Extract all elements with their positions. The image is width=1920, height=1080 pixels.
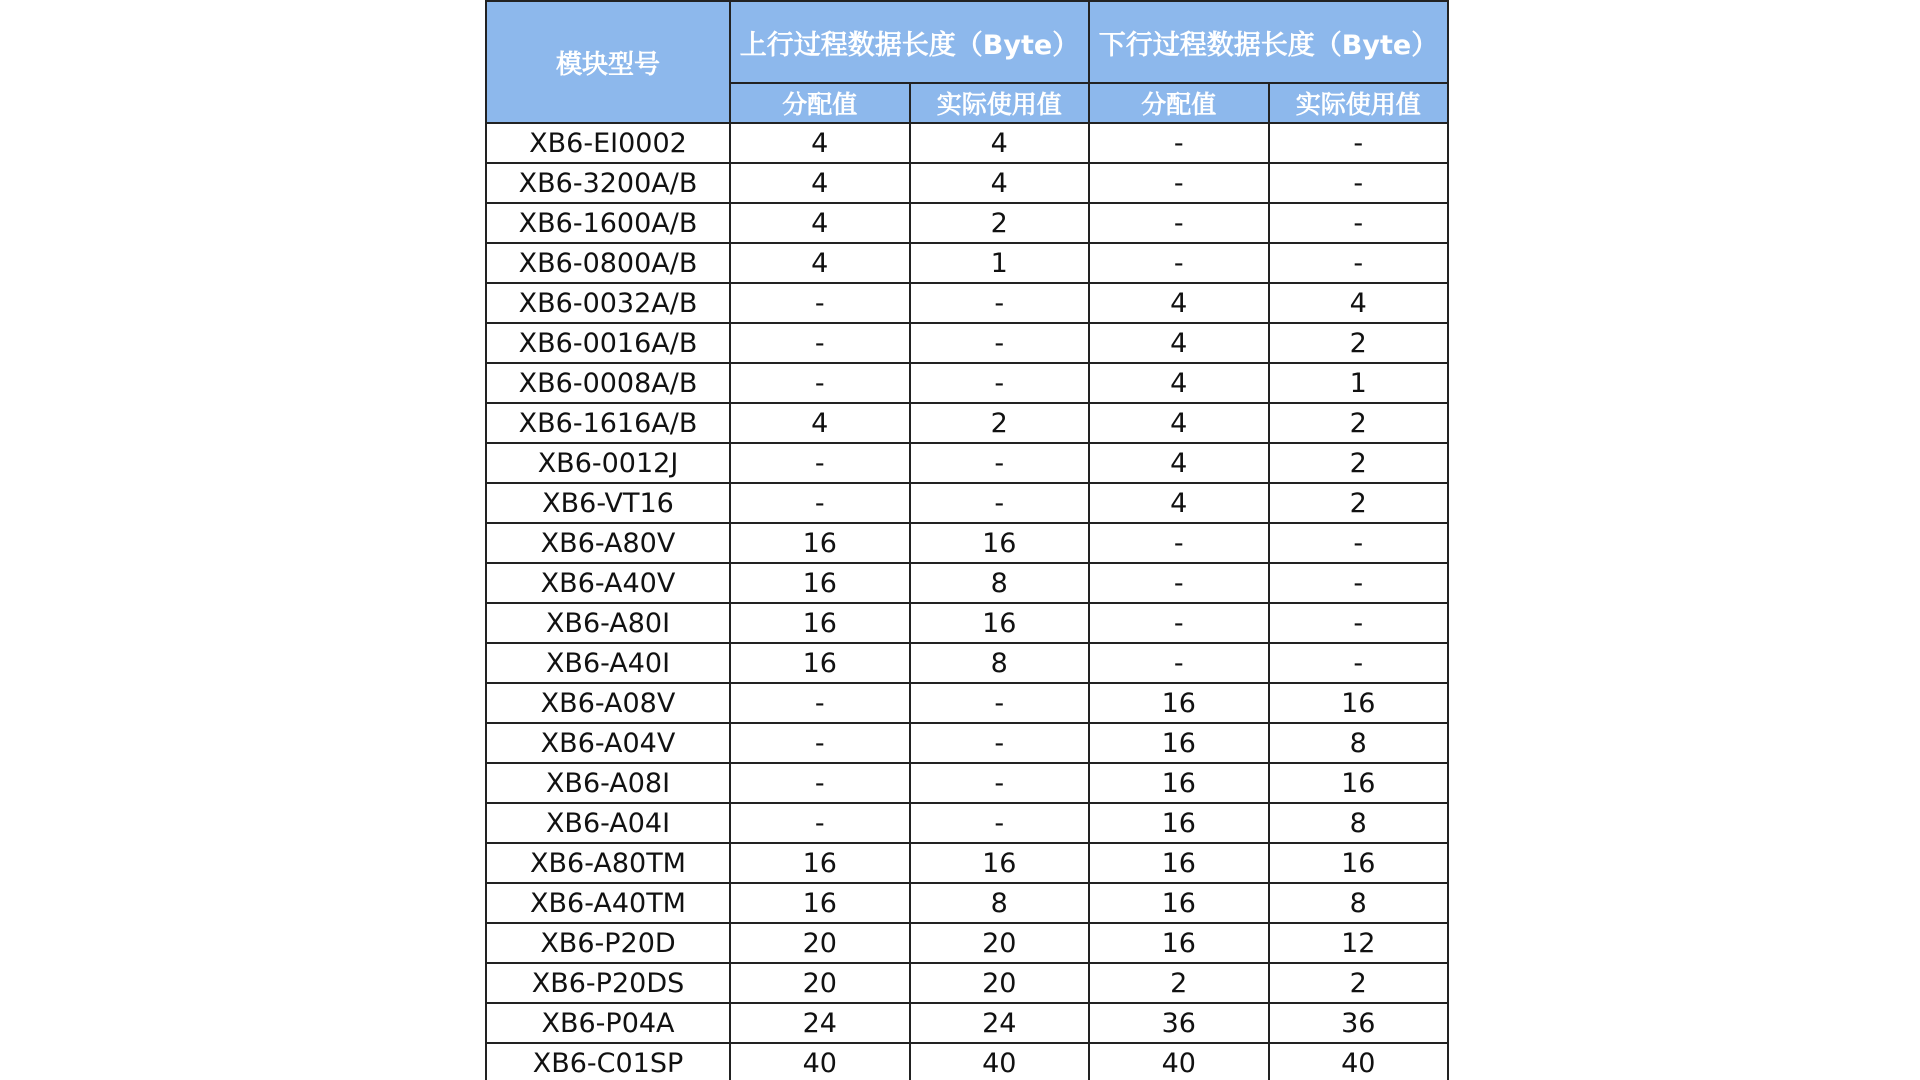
cell-upstream-allocated: 4: [730, 163, 910, 203]
cell-downstream-actual: 2: [1269, 323, 1449, 363]
cell-upstream-allocated: -: [730, 363, 910, 403]
table-row: [486, 843, 1448, 883]
cell-model: XB6-C01SP: [486, 1043, 730, 1080]
cell-downstream-actual: 4: [1269, 283, 1449, 323]
cell-upstream-allocated: 4: [730, 243, 910, 283]
cell-model: XB6-A80TM: [486, 843, 730, 883]
cell-model: XB6-P20DS: [486, 963, 730, 1003]
cell-upstream-allocated: 20: [730, 963, 910, 1003]
cell-upstream-actual: 16: [910, 523, 1090, 563]
cell-downstream-allocated: -: [1089, 203, 1269, 243]
cell-downstream-actual: -: [1269, 163, 1449, 203]
cell-upstream-allocated: -: [730, 803, 910, 843]
cell-upstream-allocated: 20: [730, 923, 910, 963]
cell-downstream-allocated: -: [1089, 163, 1269, 203]
cell-upstream-actual: -: [910, 443, 1090, 483]
cell-upstream-allocated: -: [730, 683, 910, 723]
cell-downstream-allocated: 16: [1089, 923, 1269, 963]
cell-downstream-allocated: 36: [1089, 1003, 1269, 1043]
cell-downstream-allocated: 16: [1089, 883, 1269, 923]
cell-model: XB6-0800A/B: [486, 243, 730, 283]
header-downstream-actual: 实际使用值: [1269, 83, 1449, 123]
cell-downstream-allocated: -: [1089, 523, 1269, 563]
table-row: [486, 883, 1448, 923]
cell-downstream-actual: 2: [1269, 443, 1449, 483]
cell-downstream-actual: -: [1269, 643, 1449, 683]
process-data-length-table: [485, 0, 1449, 1080]
cell-downstream-allocated: 4: [1089, 283, 1269, 323]
cell-downstream-actual: -: [1269, 603, 1449, 643]
cell-downstream-actual: 12: [1269, 923, 1449, 963]
cell-downstream-allocated: -: [1089, 563, 1269, 603]
cell-upstream-actual: 8: [910, 643, 1090, 683]
cell-upstream-actual: 16: [910, 843, 1090, 883]
table-body: [486, 123, 1448, 1080]
table-header: [486, 1, 1448, 123]
header-downstream-allocated: 分配值: [1089, 83, 1269, 123]
cell-downstream-actual: 16: [1269, 763, 1449, 803]
table-row: [486, 563, 1448, 603]
cell-downstream-actual: 8: [1269, 803, 1449, 843]
header-upstream-actual: 实际使用值: [910, 83, 1090, 123]
cell-upstream-actual: -: [910, 763, 1090, 803]
cell-upstream-allocated: -: [730, 483, 910, 523]
cell-downstream-actual: 2: [1269, 483, 1449, 523]
table-row: [486, 603, 1448, 643]
cell-upstream-actual: 8: [910, 563, 1090, 603]
cell-upstream-allocated: 4: [730, 123, 910, 163]
cell-downstream-actual: 8: [1269, 723, 1449, 763]
cell-upstream-actual: 4: [910, 123, 1090, 163]
cell-upstream-allocated: 16: [730, 843, 910, 883]
cell-upstream-actual: 20: [910, 923, 1090, 963]
table-row: [486, 203, 1448, 243]
cell-model: XB6-A40V: [486, 563, 730, 603]
cell-upstream-actual: 2: [910, 403, 1090, 443]
cell-downstream-actual: -: [1269, 243, 1449, 283]
cell-downstream-allocated: 16: [1089, 723, 1269, 763]
table-row: [486, 1003, 1448, 1043]
header-upstream-length: 上行过程数据长度（Byte）: [730, 1, 1089, 83]
cell-upstream-allocated: -: [730, 763, 910, 803]
cell-downstream-allocated: 2: [1089, 963, 1269, 1003]
table-row: [486, 643, 1448, 683]
cell-model: XB6-A04I: [486, 803, 730, 843]
cell-model: XB6-A80I: [486, 603, 730, 643]
table-row: [486, 803, 1448, 843]
cell-upstream-actual: 20: [910, 963, 1090, 1003]
table-row: [486, 443, 1448, 483]
cell-upstream-actual: -: [910, 683, 1090, 723]
table-row: [486, 723, 1448, 763]
cell-upstream-actual: -: [910, 723, 1090, 763]
cell-downstream-actual: 2: [1269, 963, 1449, 1003]
cell-upstream-allocated: 24: [730, 1003, 910, 1043]
cell-downstream-allocated: 16: [1089, 803, 1269, 843]
cell-downstream-allocated: 4: [1089, 323, 1269, 363]
cell-downstream-actual: 40: [1269, 1043, 1449, 1080]
table-row: [486, 763, 1448, 803]
table-row: [486, 363, 1448, 403]
cell-upstream-allocated: 16: [730, 603, 910, 643]
cell-upstream-actual: -: [910, 323, 1090, 363]
table-row: [486, 283, 1448, 323]
cell-downstream-allocated: -: [1089, 643, 1269, 683]
cell-upstream-actual: -: [910, 283, 1090, 323]
table-row: [486, 963, 1448, 1003]
cell-model: XB6-0008A/B: [486, 363, 730, 403]
cell-model: XB6-A40TM: [486, 883, 730, 923]
table-row: [486, 123, 1448, 163]
cell-upstream-allocated: -: [730, 323, 910, 363]
cell-downstream-allocated: 4: [1089, 483, 1269, 523]
cell-downstream-allocated: 4: [1089, 403, 1269, 443]
cell-upstream-actual: 40: [910, 1043, 1090, 1080]
cell-downstream-actual: 8: [1269, 883, 1449, 923]
cell-downstream-allocated: 40: [1089, 1043, 1269, 1080]
cell-upstream-actual: 8: [910, 883, 1090, 923]
cell-model: XB6-A08V: [486, 683, 730, 723]
cell-upstream-allocated: -: [730, 443, 910, 483]
cell-upstream-allocated: 40: [730, 1043, 910, 1080]
cell-upstream-actual: 24: [910, 1003, 1090, 1043]
cell-model: XB6-EI0002: [486, 123, 730, 163]
cell-downstream-actual: 16: [1269, 683, 1449, 723]
cell-model: XB6-1616A/B: [486, 403, 730, 443]
cell-downstream-allocated: 16: [1089, 763, 1269, 803]
cell-upstream-allocated: -: [730, 723, 910, 763]
cell-upstream-allocated: 16: [730, 643, 910, 683]
cell-downstream-actual: -: [1269, 563, 1449, 603]
cell-downstream-actual: -: [1269, 523, 1449, 563]
table-row: [486, 923, 1448, 963]
cell-downstream-actual: 36: [1269, 1003, 1449, 1043]
cell-downstream-actual: -: [1269, 123, 1449, 163]
table-row: [486, 243, 1448, 283]
cell-model: XB6-1600A/B: [486, 203, 730, 243]
cell-upstream-allocated: 16: [730, 883, 910, 923]
table-row: [486, 683, 1448, 723]
cell-model: XB6-0016A/B: [486, 323, 730, 363]
header-model: 模块型号: [486, 1, 730, 123]
table-row: [486, 483, 1448, 523]
process-data-table-container: [485, 0, 1447, 1080]
cell-downstream-actual: 16: [1269, 843, 1449, 883]
cell-model: XB6-0032A/B: [486, 283, 730, 323]
cell-downstream-actual: 1: [1269, 363, 1449, 403]
cell-model: XB6-A80V: [486, 523, 730, 563]
table-row: [486, 523, 1448, 563]
cell-model: XB6-A40I: [486, 643, 730, 683]
cell-upstream-allocated: 16: [730, 563, 910, 603]
table-row: [486, 403, 1448, 443]
cell-downstream-allocated: -: [1089, 123, 1269, 163]
cell-downstream-allocated: 16: [1089, 683, 1269, 723]
cell-upstream-actual: 4: [910, 163, 1090, 203]
cell-model: XB6-P20D: [486, 923, 730, 963]
cell-model: XB6-A04V: [486, 723, 730, 763]
cell-downstream-actual: -: [1269, 203, 1449, 243]
header-downstream-length: 下行过程数据长度（Byte）: [1089, 1, 1448, 83]
cell-upstream-allocated: 4: [730, 203, 910, 243]
cell-model: XB6-0012J: [486, 443, 730, 483]
cell-upstream-actual: -: [910, 803, 1090, 843]
table-row: [486, 1043, 1448, 1080]
cell-downstream-allocated: 4: [1089, 363, 1269, 403]
cell-upstream-actual: 16: [910, 603, 1090, 643]
cell-upstream-actual: -: [910, 363, 1090, 403]
cell-downstream-allocated: -: [1089, 603, 1269, 643]
cell-downstream-allocated: -: [1089, 243, 1269, 283]
cell-upstream-actual: -: [910, 483, 1090, 523]
cell-upstream-actual: 2: [910, 203, 1090, 243]
cell-upstream-allocated: -: [730, 283, 910, 323]
cell-model: XB6-3200A/B: [486, 163, 730, 203]
cell-model: XB6-A08I: [486, 763, 730, 803]
table-row: [486, 163, 1448, 203]
cell-upstream-allocated: 4: [730, 403, 910, 443]
header-upstream-allocated: 分配值: [730, 83, 910, 123]
cell-upstream-allocated: 16: [730, 523, 910, 563]
cell-model: XB6-VT16: [486, 483, 730, 523]
cell-downstream-actual: 2: [1269, 403, 1449, 443]
cell-model: XB6-P04A: [486, 1003, 730, 1043]
cell-downstream-allocated: 4: [1089, 443, 1269, 483]
table-row: [486, 323, 1448, 363]
cell-downstream-allocated: 16: [1089, 843, 1269, 883]
cell-upstream-actual: 1: [910, 243, 1090, 283]
